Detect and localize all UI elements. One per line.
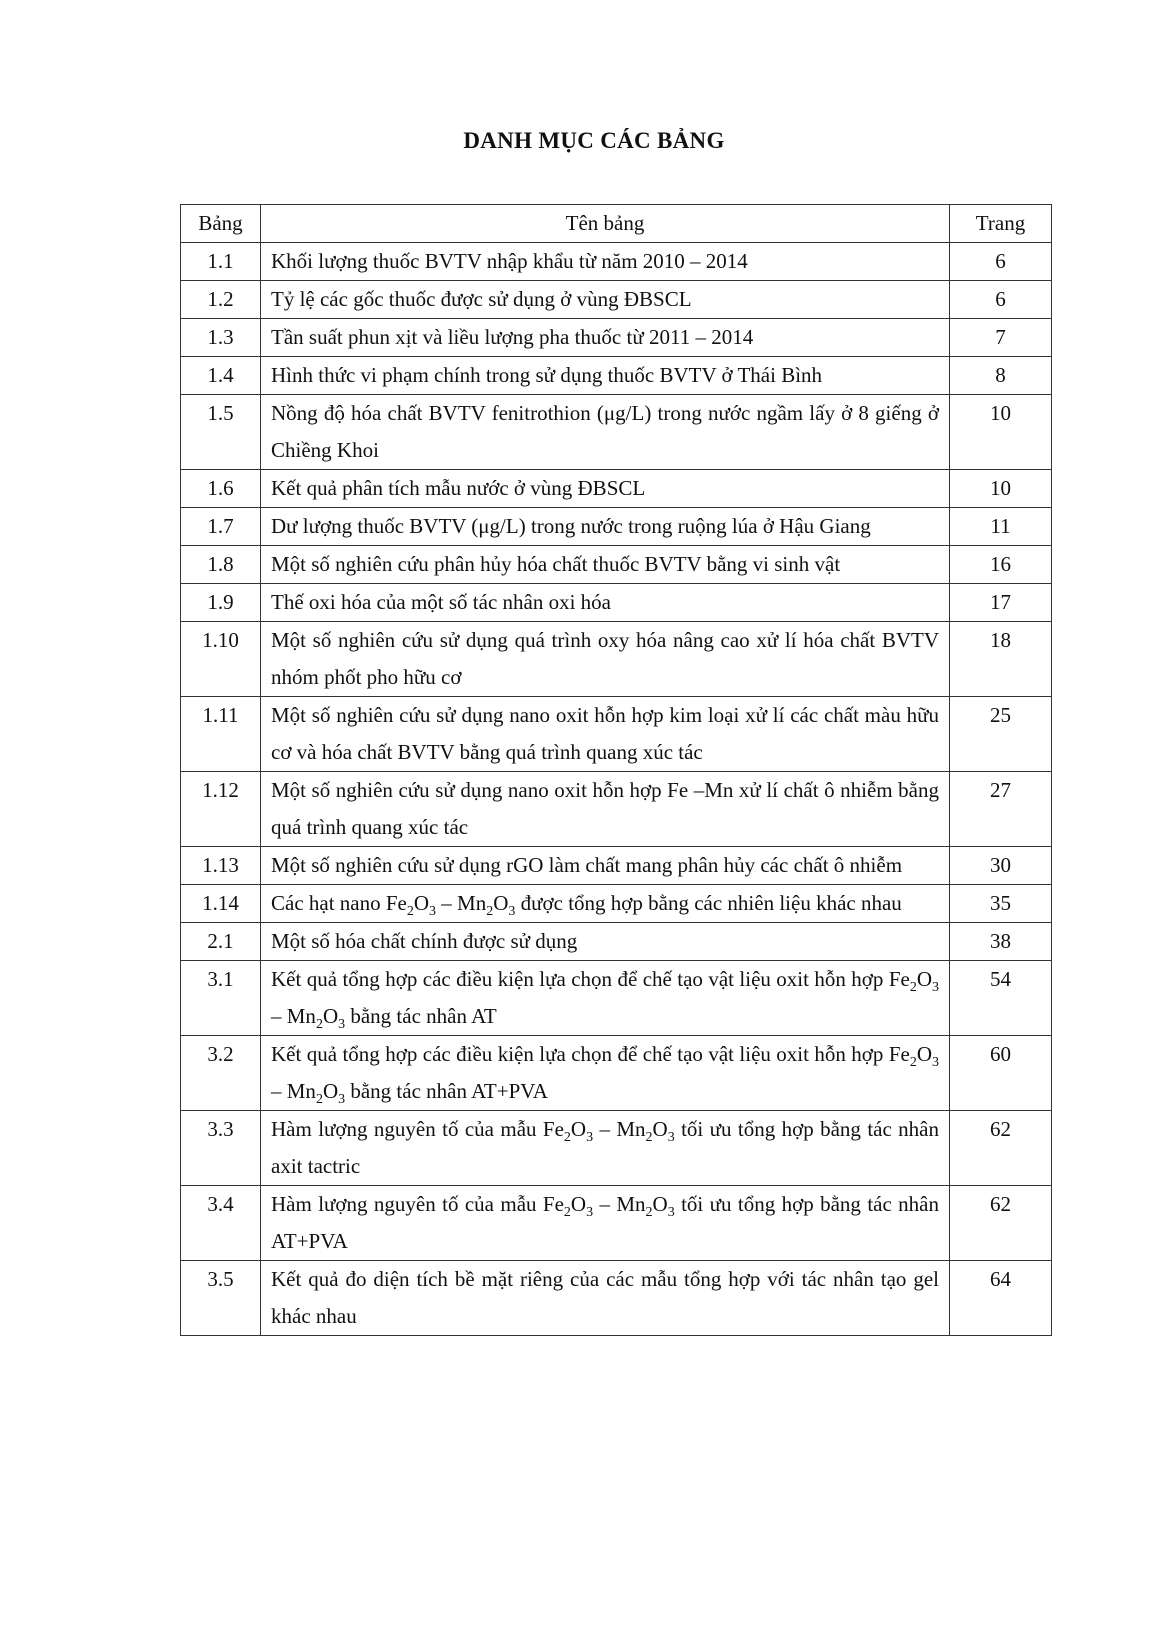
subscript: 3 xyxy=(338,1092,346,1108)
table-page: 25 xyxy=(950,697,1052,772)
table-number: 1.3 xyxy=(181,319,261,357)
subscript: 3 xyxy=(932,980,939,996)
table-row xyxy=(181,319,1052,357)
column-header-number: Bảng xyxy=(181,205,261,243)
subscript: 3 xyxy=(932,1055,939,1071)
table-page: 16 xyxy=(950,546,1052,584)
table-number: 1.5 xyxy=(181,395,261,470)
column-header-page: Trang xyxy=(950,205,1052,243)
table-page: 11 xyxy=(950,508,1052,546)
table-row xyxy=(181,584,1052,622)
subscript: 3 xyxy=(667,1130,675,1146)
table-number: 1.8 xyxy=(181,546,261,584)
table-row xyxy=(181,1036,1052,1111)
table-page: 17 xyxy=(950,584,1052,622)
name-text: tối ưu tổng hợp bằng tác nhân AT+PVA xyxy=(271,1192,939,1253)
table-page: 10 xyxy=(950,395,1052,470)
subscript: 2 xyxy=(406,904,414,920)
name-text: O xyxy=(916,1042,932,1066)
table-name: Kết quả phân tích mẫu nước ở vùng ĐBSCL xyxy=(261,470,950,508)
name-text: tối ưu tổng hợp bằng tác nhân axit tactric xyxy=(271,1117,939,1178)
table-number: 1.6 xyxy=(181,470,261,508)
table-name xyxy=(261,1036,950,1111)
table-row xyxy=(181,243,1052,281)
table-page: 8 xyxy=(950,357,1052,395)
table-name: Một số nghiên cứu phân hủy hóa chất thuốc BVTV bằng vi sinh vật xyxy=(261,546,950,584)
table-name xyxy=(261,961,950,1036)
subscript: 2 xyxy=(315,1017,323,1033)
table-name: Một số hóa chất chính được sử dụng xyxy=(261,923,950,961)
table-page: 10 xyxy=(950,470,1052,508)
table-page: 30 xyxy=(950,847,1052,885)
table-row xyxy=(181,697,1052,772)
table-page: 35 xyxy=(950,885,1052,923)
name-text: O xyxy=(652,1117,668,1141)
table-row xyxy=(181,772,1052,847)
subscript: 2 xyxy=(645,1130,653,1146)
table-page: 27 xyxy=(950,772,1052,847)
table-number: 1.11 xyxy=(181,697,261,772)
subscript: 2 xyxy=(315,1092,323,1108)
table-row xyxy=(181,395,1052,470)
name-text: O xyxy=(652,1192,668,1216)
name-text: O xyxy=(493,891,509,915)
subscript: 2 xyxy=(909,980,917,996)
subscript: 3 xyxy=(586,1205,594,1221)
name-text: – Mn xyxy=(271,1079,316,1103)
subscript: 3 xyxy=(667,1205,675,1221)
name-text: Hàm lượng nguyên tố của mẫu Fe xyxy=(271,1117,564,1141)
subscript: 2 xyxy=(909,1055,917,1071)
name-text: O xyxy=(322,1004,339,1028)
name-text: bằng tác nhân AT+PVA xyxy=(345,1079,548,1103)
table-number: 1.2 xyxy=(181,281,261,319)
subscript: 3 xyxy=(508,904,516,920)
name-text: O xyxy=(570,1117,587,1141)
table-name: Thế oxi hóa của một số tác nhân oxi hóa xyxy=(261,584,950,622)
name-text: O xyxy=(570,1192,587,1216)
table-number: 1.13 xyxy=(181,847,261,885)
table-name: Kết quả đo diện tích bề mặt riêng của các mẫu tổng hợp với tác nhân tạo gel khác nhau xyxy=(261,1261,950,1336)
name-text: được tổng hợp bằng các nhiên liệu khác nhau xyxy=(515,891,902,915)
table-number: 2.1 xyxy=(181,923,261,961)
table-number: 1.4 xyxy=(181,357,261,395)
table-row xyxy=(181,357,1052,395)
table-number: 3.2 xyxy=(181,1036,261,1111)
name-text: O xyxy=(916,967,932,991)
table-row xyxy=(181,470,1052,508)
table-name: Một số nghiên cứu sử dụng rGO làm chất mang phân hủy các chất ô nhiễm xyxy=(261,847,950,885)
table-number: 3.1 xyxy=(181,961,261,1036)
table-name: Một số nghiên cứu sử dụng nano oxit hỗn hợp Fe –Mn xử lí chất ô nhiễm bằng quá trình quang xúc tác xyxy=(261,772,950,847)
name-text: Hàm lượng nguyên tố của mẫu Fe xyxy=(271,1192,564,1216)
table-page: 60 xyxy=(950,1036,1052,1111)
table-row xyxy=(181,1111,1052,1186)
table-row xyxy=(181,961,1052,1036)
column-header-name: Tên bảng xyxy=(261,205,950,243)
table-name xyxy=(261,1111,950,1186)
table-page: 62 xyxy=(950,1111,1052,1186)
table-name: Hình thức vi phạm chính trong sử dụng thuốc BVTV ở Thái Bình xyxy=(261,357,950,395)
table-row xyxy=(181,622,1052,697)
table-number: 1.1 xyxy=(181,243,261,281)
name-text: O xyxy=(413,891,430,915)
table-name xyxy=(261,1186,950,1261)
table-row xyxy=(181,1261,1052,1336)
table-number: 1.12 xyxy=(181,772,261,847)
table-name: Dư lượng thuốc BVTV (μg/L) trong nước trong ruộng lúa ở Hậu Giang xyxy=(261,508,950,546)
table-page: 62 xyxy=(950,1186,1052,1261)
name-text: Kết quả tổng hợp các điều kiện lựa chọn để chế tạo vật liệu oxit hỗn hợp Fe xyxy=(271,1042,910,1066)
name-text: – Mn xyxy=(271,1004,316,1028)
table-header-row xyxy=(181,205,1052,243)
name-text: – Mn xyxy=(593,1192,646,1216)
table-number: 1.10 xyxy=(181,622,261,697)
name-text: bằng tác nhân AT xyxy=(345,1004,497,1028)
name-text: O xyxy=(322,1079,339,1103)
table-number: 3.4 xyxy=(181,1186,261,1261)
table-row xyxy=(181,923,1052,961)
name-text: – Mn xyxy=(436,891,487,915)
name-text: Các hạt nano Fe xyxy=(271,891,407,915)
table-row xyxy=(181,281,1052,319)
table-page: 64 xyxy=(950,1261,1052,1336)
table-row xyxy=(181,885,1052,923)
table-row xyxy=(181,546,1052,584)
name-text: Kết quả tổng hợp các điều kiện lựa chọn để chế tạo vật liệu oxit hỗn hợp Fe xyxy=(271,967,910,991)
table-name: Tỷ lệ các gốc thuốc được sử dụng ở vùng ĐBSCL xyxy=(261,281,950,319)
table-row xyxy=(181,1186,1052,1261)
table-name: Một số nghiên cứu sử dụng quá trình oxy hóa nâng cao xử lí hóa chất BVTV nhóm phốt pho hữu cơ xyxy=(261,622,950,697)
table-name: Nồng độ hóa chất BVTV fenitrothion (μg/L) trong nước ngầm lấy ở 8 giếng ở Chiềng Khoi xyxy=(261,395,950,470)
table-number: 1.7 xyxy=(181,508,261,546)
subscript: 3 xyxy=(338,1017,346,1033)
table-page: 7 xyxy=(950,319,1052,357)
table-page: 6 xyxy=(950,243,1052,281)
table-page: 6 xyxy=(950,281,1052,319)
table-name: Khối lượng thuốc BVTV nhập khẩu từ năm 2010 – 2014 xyxy=(261,243,950,281)
table-list xyxy=(180,204,1052,1336)
page-title: DANH MỤC CÁC BẢNG xyxy=(463,128,725,153)
subscript: 2 xyxy=(563,1205,571,1221)
subscript: 2 xyxy=(486,904,494,920)
subscript: 3 xyxy=(586,1130,594,1146)
table-number: 3.3 xyxy=(181,1111,261,1186)
table-number: 1.14 xyxy=(181,885,261,923)
table-row xyxy=(181,847,1052,885)
table-number: 1.9 xyxy=(181,584,261,622)
table-body xyxy=(181,243,1052,1336)
subscript: 2 xyxy=(645,1205,653,1221)
table-name xyxy=(261,885,950,923)
table-name: Tần suất phun xịt và liều lượng pha thuốc từ 2011 – 2014 xyxy=(261,319,950,357)
table-number: 3.5 xyxy=(181,1261,261,1336)
subscript: 2 xyxy=(563,1130,571,1146)
name-text: – Mn xyxy=(593,1117,646,1141)
subscript: 3 xyxy=(429,904,437,920)
table-page: 54 xyxy=(950,961,1052,1036)
table-page: 38 xyxy=(950,923,1052,961)
table-name: Một số nghiên cứu sử dụng nano oxit hỗn hợp kim loại xử lí các chất màu hữu cơ và hóa chất BVTV bằng quá trình quang xúc tác xyxy=(261,697,950,772)
table-row xyxy=(181,508,1052,546)
table-page: 18 xyxy=(950,622,1052,697)
